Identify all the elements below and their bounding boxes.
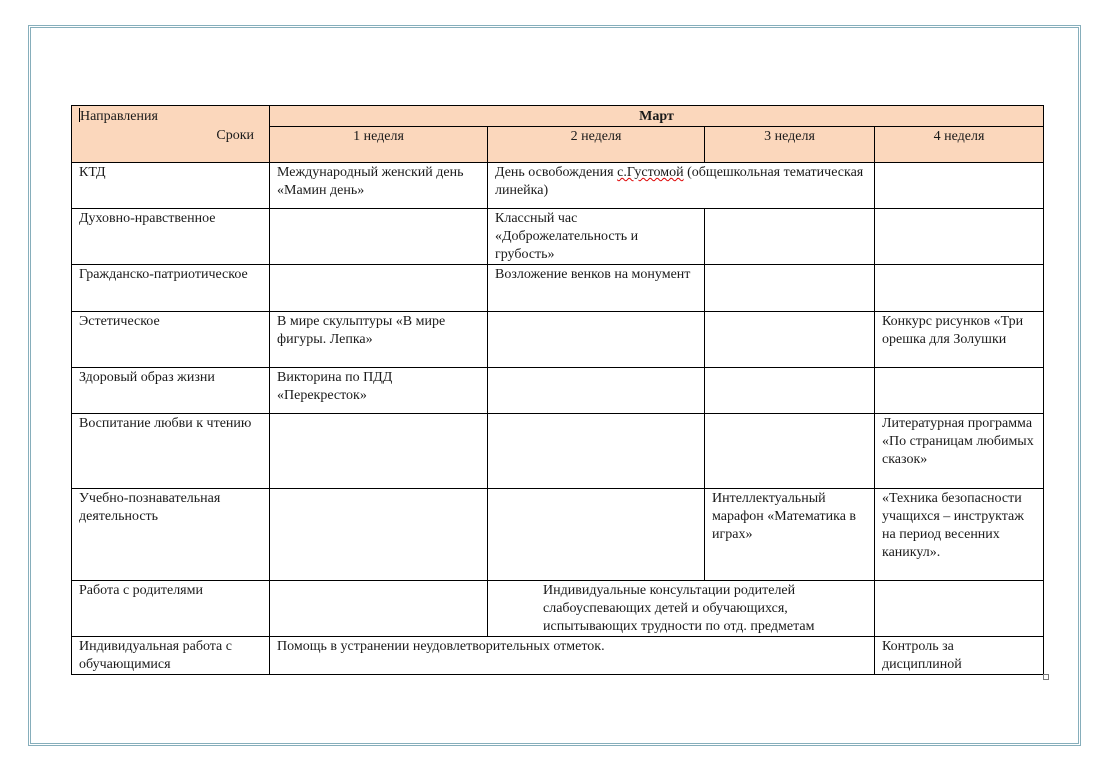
week1-cell[interactable] — [270, 489, 488, 581]
direction-cell[interactable]: Работа с родителями — [72, 581, 270, 637]
month-header[interactable]: Март — [270, 106, 1044, 127]
terms-label: Сроки — [216, 128, 254, 143]
table-row — [72, 163, 1044, 209]
week2-cell[interactable] — [488, 489, 705, 581]
week3-cell[interactable] — [705, 368, 875, 414]
directions-label: Направления — [80, 109, 158, 124]
week4-cell[interactable]: «Техника безопасности учащихся – инструктаж на период весенних каникул». — [875, 489, 1044, 581]
table-row — [72, 209, 1044, 265]
week-header-2[interactable]: 2 неделя — [488, 127, 705, 163]
cell-text: (общешкольная тематическая линейка) — [495, 165, 864, 198]
week1-cell[interactable] — [270, 414, 488, 489]
week2-cell[interactable] — [488, 312, 705, 368]
table-row — [72, 312, 1044, 368]
week3-cell[interactable] — [705, 209, 875, 265]
week1-cell[interactable]: В мире скульптуры «В мире фигуры. Лепка» — [270, 312, 488, 368]
week-header-3[interactable]: 3 неделя — [705, 127, 875, 163]
week4-cell[interactable] — [875, 163, 1044, 209]
table-resize-handle[interactable] — [1043, 674, 1049, 680]
table-row — [72, 265, 1044, 312]
direction-cell[interactable]: Воспитание любви к чтению — [72, 414, 270, 489]
direction-cell[interactable]: КТД — [72, 163, 270, 209]
week4-cell[interactable] — [875, 265, 1044, 312]
table-row — [72, 581, 1044, 637]
week1-cell[interactable] — [270, 209, 488, 265]
week4-cell[interactable] — [875, 209, 1044, 265]
week-header-1[interactable]: 1 неделя — [270, 127, 488, 163]
header-corner-cell[interactable] — [72, 106, 270, 163]
week1-cell[interactable]: Викторина по ПДД «Перекресток» — [270, 368, 488, 414]
week2-cell[interactable]: Возложение венков на монумент — [488, 265, 705, 312]
week4-cell[interactable] — [875, 581, 1044, 637]
cell-text: День освобождения — [495, 165, 618, 180]
week2-cell[interactable] — [488, 414, 705, 489]
week4-cell[interactable]: Конкурс рисунков «Три орешка для Золушки — [875, 312, 1044, 368]
week3-cell[interactable] — [705, 265, 875, 312]
week1-cell[interactable] — [270, 581, 488, 637]
direction-cell[interactable]: Здоровый образ жизни — [72, 368, 270, 414]
week3-cell[interactable] — [705, 414, 875, 489]
table-row — [72, 368, 1044, 414]
misspelled-word[interactable]: с.Густомой — [617, 165, 684, 180]
week1-cell[interactable] — [270, 265, 488, 312]
table-row — [72, 414, 1044, 489]
week2-3-cell[interactable] — [488, 163, 875, 209]
week4-cell[interactable] — [875, 368, 1044, 414]
table-row — [72, 489, 1044, 581]
week2-cell[interactable]: Классный час «Доброжелательность и грубость» — [488, 209, 705, 265]
march-plan-table — [71, 105, 1044, 675]
direction-cell[interactable]: Эстетическое — [72, 312, 270, 368]
week1-cell[interactable]: Международный женский день «Мамин день» — [270, 163, 488, 209]
week2-cell[interactable] — [488, 368, 705, 414]
direction-cell[interactable]: Учебно-познавательная деятельность — [72, 489, 270, 581]
direction-cell[interactable]: Индивидуальная работа с обучающимися — [72, 637, 270, 675]
week2-3-cell[interactable]: Индивидуальные консультации родителей слабоуспевающих детей и обучающихся, испытывающих трудности по отд. предметам — [488, 581, 875, 637]
week-header-4[interactable]: 4 неделя — [875, 127, 1044, 163]
week4-cell[interactable]: Литературная программа «По страницам любимых сказок» — [875, 414, 1044, 489]
header-row-month — [72, 106, 1044, 127]
direction-cell[interactable]: Гражданско-патриотическое — [72, 265, 270, 312]
week3-cell[interactable]: Интеллектуальный марафон «Математика в играх» — [705, 489, 875, 581]
direction-cell[interactable]: Духовно-нравственное — [72, 209, 270, 265]
table-row — [72, 637, 1044, 675]
week3-cell[interactable] — [705, 312, 875, 368]
week1-3-cell[interactable]: Помощь в устранении неудовлетворительных отметок. — [270, 637, 875, 675]
week4-cell[interactable]: Контроль за дисциплиной — [875, 637, 1044, 675]
